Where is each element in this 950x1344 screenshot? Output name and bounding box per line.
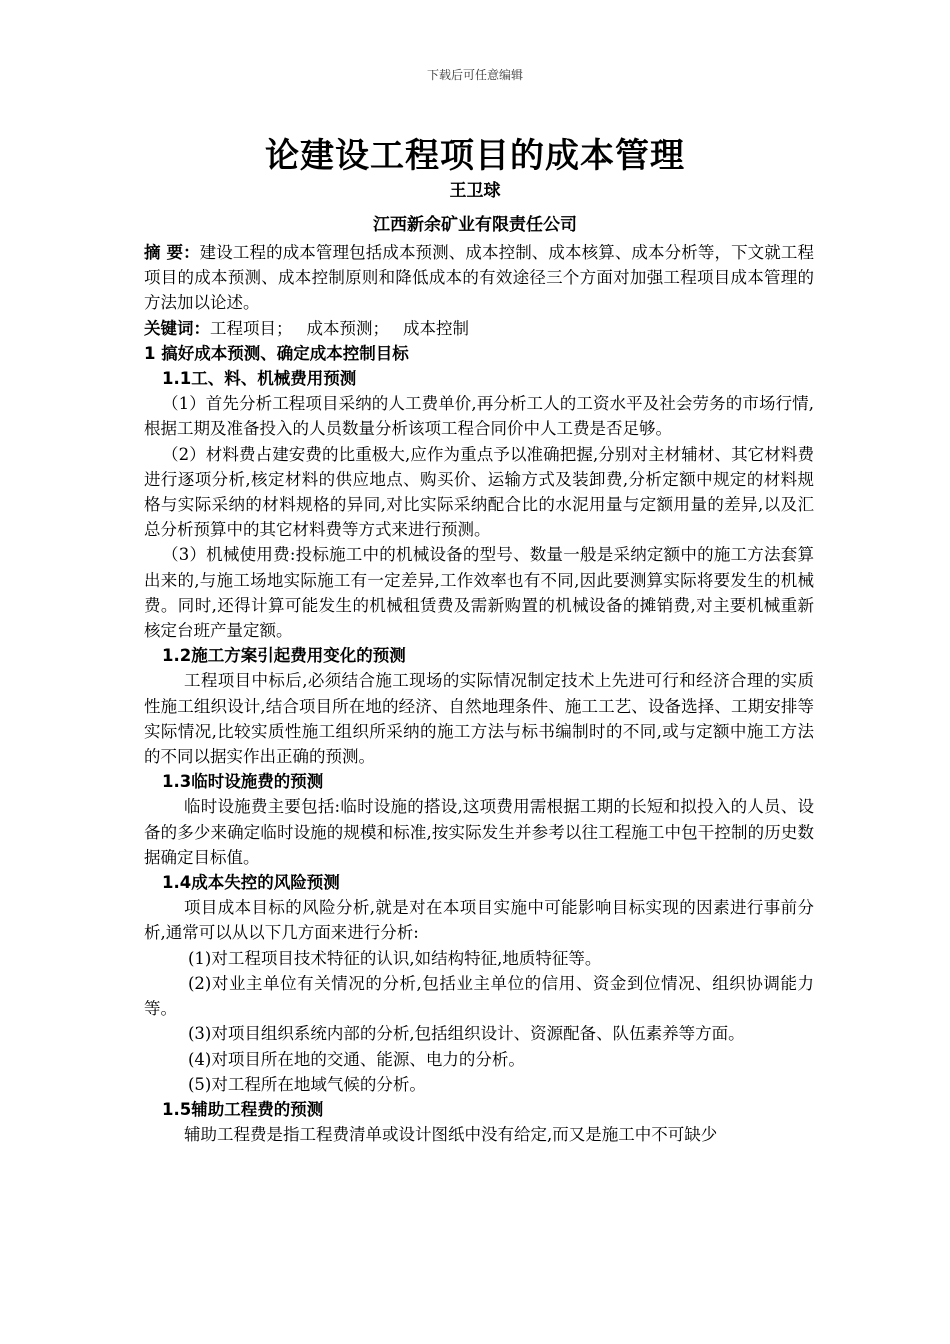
section-1-heading: 1 搞好成本预测、确定成本控制目标 [144, 343, 409, 363]
section-1-1-paragraph-3: （3）机械使用费:投标施工中的机械设备的型号、数量一般是采纳定额中的施工方法套算出来的,与施工场地实际施工有一定差异,工作效率也有不同,因此要测算实际将要发生的机械费。同时,还得计算可能发生的机械租赁费及需新购置的机械设备的摊销费,对主要机械重新核定台班产量定额。 [144, 545, 814, 641]
keywords-label: 关键词： [144, 318, 210, 338]
section-1-4-item-1: (1)对工程项目技术特征的认识,如结构特征,地质特征等。 [188, 948, 602, 968]
document-body [144, 240, 814, 1147]
section-1-2-paragraph-1: 工程项目中标后,必须结合施工现场的实际情况制定技术上先进可行和经济合理的实质性施工组织设计,结合项目所在地的经济、自然地理条件、施工工艺、设备选择、工期安排等实际情况,比较实质性施工组织所采纳的施工方法与标书编制时的不同,或与定额中施工方法的不同以据实作出正确的预测。 [144, 671, 814, 767]
section-1-4-item-2: (2)对业主单位有关情况的分析,包括业主单位的信用、资金到位情况、组织协调能力等。 [144, 973, 814, 1019]
abstract-paragraph [144, 240, 814, 316]
section-1-5-heading: 1.5辅助工程费的预测 [162, 1099, 324, 1119]
section-1-5-paragraph-1: 辅助工程费是指工程费清单或设计图纸中没有给定,而又是施工中不可缺少 [184, 1125, 718, 1145]
section-1-1-paragraph-1: （1）首先分析工程项目采纳的人工费单价,再分析工人的工资水平及社会劳务的市场行情,根据工期及准备投入的人员数量分析该项工程合同价中人工费是否足够。 [144, 394, 814, 439]
section-1-1-paragraph-2: （2）材料费占建安费的比重极大,应作为重点予以准确把握,分别对主材辅材、其它材料费进行逐项分析,核定材料的供应地点、购买价、运输方式及装卸费,分析定额中规定的材料规格与实际采纳的材料规格的异同,对比实际采纳配合比的水泥用量与定额用量的差异,以及汇总分析预算中的其它材料费等方式来进行预测。 [144, 444, 814, 540]
keywords-line [144, 316, 814, 341]
abstract-text: 建设工程的成本管理包括成本预测、成本控制、成本核算、成本分析等，下文就工程项目的成本预测、成本控制原则和降低成本的有效途径三个方面对加强工程项目成本管理的方法加以论述。 [144, 243, 814, 313]
section-1-4-heading: 1.4成本失控的风险预测 [162, 873, 340, 893]
header-note: 下载后可任意编辑 [426, 68, 523, 82]
section-1-3-paragraph-1: 临时设施费主要包括:临时设施的搭设,这项费用需根据工期的长短和拟投入的人员、设备的多少来确定临时设施的规模和标准,按实际发生并参考以往工程施工中包干控制的历史数据确定目标值。 [144, 797, 814, 867]
keyword-3: 成本控制 [403, 318, 469, 338]
abstract-label: 摘 要： [144, 243, 200, 262]
keyword-1: 工程项目； [210, 318, 293, 338]
author-name: 王卫球 [449, 181, 501, 201]
keyword-2: 成本预测； [306, 318, 389, 338]
section-1-1-heading: 1.1工、料、机械费用预测 [162, 369, 357, 389]
section-1-4-paragraph-1: 项目成本目标的风险分析,就是对在本项目实施中可能影响目标实现的因素进行事前分析,通常可以从以下几方面来进行分析: [144, 898, 814, 943]
organization-name: 江西新余矿业有限责任公司 [373, 215, 577, 235]
section-1-4-item-5: (5)对工程所在地域气候的分析。 [188, 1074, 426, 1094]
section-1-4-item-4: (4)对项目所在地的交通、能源、电力的分析。 [188, 1049, 525, 1069]
section-1-3-heading: 1.3临时设施费的预测 [162, 772, 324, 792]
document-title: 论建设工程项目的成本管理 [265, 136, 685, 176]
section-1-2-heading: 1.2施工方案引起费用变化的预测 [162, 646, 406, 666]
section-1-4-item-3: (3)对项目组织系统内部的分析,包括组织设计、资源配备、队伍素养等方面。 [188, 1024, 745, 1044]
